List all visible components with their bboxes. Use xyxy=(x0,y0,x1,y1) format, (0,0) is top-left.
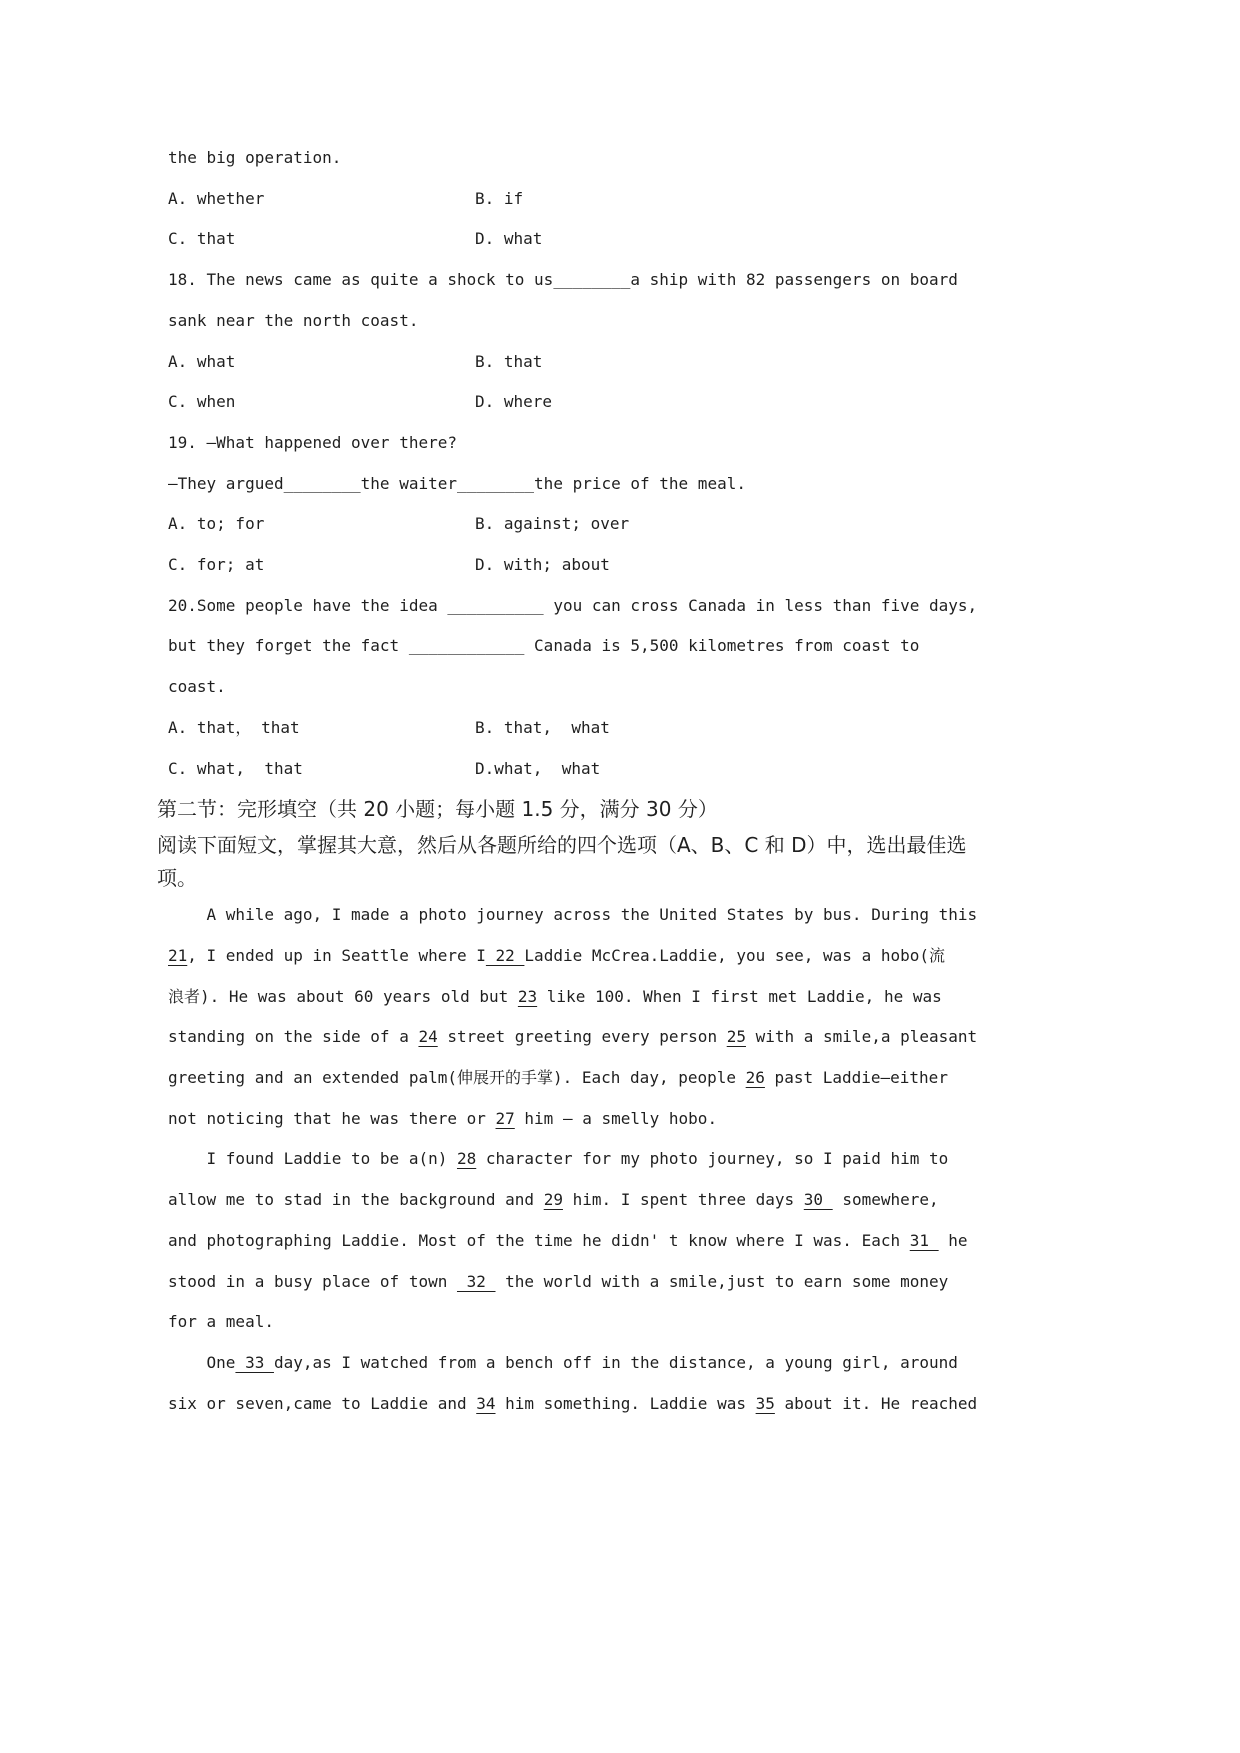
underlined-blank: 34 xyxy=(476,1393,496,1413)
underlined-blank: 32 xyxy=(456,1271,496,1291)
underlined-blank: 35 xyxy=(755,1393,775,1413)
text-line xyxy=(168,1262,1150,1303)
text-segment: and photographing Laddie. Most of the time he didn' t know where I was. Each xyxy=(168,1230,910,1250)
text-line xyxy=(168,895,1150,936)
text-line xyxy=(168,1221,1150,1262)
text-line xyxy=(168,545,1150,586)
text-segment: —They argued________the waiter________the price of the meal. xyxy=(168,473,746,493)
text-line xyxy=(168,1139,1150,1180)
underlined-blank: 22 xyxy=(485,945,525,965)
underlined-blank: 27 xyxy=(495,1108,515,1128)
text-line xyxy=(168,936,1150,977)
underlined-blank: 29 xyxy=(543,1190,563,1210)
text-line xyxy=(168,1343,1150,1384)
text-segment: stood in a busy place of town xyxy=(168,1271,457,1291)
underlined-blank: 33 xyxy=(235,1352,274,1372)
text-line xyxy=(168,586,1150,627)
text-segment: not noticing that he was there or xyxy=(168,1108,496,1128)
option-left: C. that xyxy=(168,229,236,249)
text-segment: street greeting every person xyxy=(437,1027,727,1047)
text-line xyxy=(168,423,1150,464)
text-line xyxy=(168,1180,1150,1221)
text-line xyxy=(168,1017,1150,1058)
text-line xyxy=(168,1058,1150,1099)
text-line xyxy=(168,708,1150,749)
text-segment: sank near the north coast. xyxy=(168,310,419,330)
option-right: B. that xyxy=(475,351,543,371)
option-right: D. where xyxy=(475,392,553,412)
underlined-blank: 30 xyxy=(803,1190,833,1210)
underlined-blank: 31 xyxy=(909,1230,939,1250)
text-segment: 阅读下面短文，掌握其大意，然后从各题所给的四个选项（A、B、C 和 D）中，选出最佳选 xyxy=(157,833,967,858)
text-segment: him. I spent three days xyxy=(562,1190,804,1210)
text-line xyxy=(168,977,1150,1018)
option-left: A. to; for xyxy=(168,514,265,534)
text-segment: the world with a smile,just to earn some money xyxy=(495,1271,949,1291)
text-line xyxy=(157,829,1150,862)
text-segment: with a smile,a pleasant xyxy=(745,1027,978,1047)
option-right: B. against; over xyxy=(475,514,630,534)
text-segment: standing on the side of a xyxy=(168,1027,419,1047)
text-segment: 20.Some people have the idea __________ you can cross Canada in less than five days, xyxy=(168,595,978,615)
text-segment: somewhere, xyxy=(832,1190,939,1210)
underlined-blank: 28 xyxy=(456,1149,477,1169)
text-segment: greeting and an extended palm(伸展开的手掌). Each day, people xyxy=(168,1068,746,1088)
text-line xyxy=(168,1384,1150,1425)
text-segment: Laddie McCrea.Laddie, you see, was a hobo(流 xyxy=(524,945,946,965)
option-left: C. for; at xyxy=(168,555,265,575)
text-line xyxy=(168,464,1150,505)
text-segment: day,as I watched from a bench off in the distance, a young girl, around xyxy=(273,1352,958,1372)
option-right: D.what, what xyxy=(475,758,601,778)
text-segment: like 100. When I first met Laddie, he was xyxy=(537,986,942,1006)
option-right: B. if xyxy=(475,188,524,208)
option-left: A. that， that xyxy=(168,717,300,737)
text-segment: for a meal. xyxy=(168,1312,274,1332)
text-segment: One xyxy=(168,1352,236,1372)
text-segment: 浪者). He was about 60 years old but xyxy=(168,986,518,1006)
option-right: D. with; about xyxy=(475,555,610,575)
text-line xyxy=(168,504,1150,545)
option-right: B. that, what xyxy=(475,717,610,737)
text-line xyxy=(168,1302,1150,1343)
text-segment: six or seven,came to Laddie and xyxy=(168,1393,477,1413)
text-line xyxy=(168,260,1150,301)
underlined-blank: 25 xyxy=(726,1027,746,1047)
text-line xyxy=(168,138,1150,179)
text-segment: the big operation. xyxy=(168,148,342,167)
text-segment: 项。 xyxy=(157,866,197,891)
text-line xyxy=(168,301,1150,342)
underlined-blank: 24 xyxy=(418,1027,438,1047)
text-segment: 18. The news came as quite a shock to us________a ship with 82 passengers on board xyxy=(168,270,958,290)
text-segment: about it. He reached xyxy=(774,1393,978,1413)
underlined-blank: 21 xyxy=(168,945,188,965)
text-segment: character for my photo journey, so I paid him to xyxy=(476,1149,949,1169)
option-right: D. what xyxy=(475,229,543,249)
text-segment: A while ago, I made a photo journey across the United States by bus. During this xyxy=(168,905,978,925)
option-left: C. when xyxy=(168,392,236,412)
option-left: A. what xyxy=(168,351,236,371)
text-line xyxy=(168,219,1150,260)
text-line xyxy=(157,862,1150,895)
text-segment: him something. Laddie was xyxy=(495,1393,756,1413)
text-segment: but they forget the fact ____________ Canada is 5,500 kilometres from coast to xyxy=(168,636,920,656)
text-line xyxy=(168,179,1150,220)
text-segment: he xyxy=(938,1230,968,1250)
text-segment: allow me to stad in the background and xyxy=(168,1190,544,1210)
underlined-blank: 23 xyxy=(517,986,538,1006)
text-segment: him — a smelly hobo. xyxy=(514,1108,718,1128)
option-left: C. what, that xyxy=(168,758,303,778)
text-line xyxy=(168,667,1150,708)
text-line xyxy=(168,382,1150,423)
text-segment: coast. xyxy=(168,677,226,697)
text-line xyxy=(168,749,1150,790)
text-segment: , I ended up in Seattle where I xyxy=(187,945,486,965)
underlined-blank: 26 xyxy=(745,1068,765,1088)
text-segment: I found Laddie to be a(n) xyxy=(168,1149,457,1169)
text-line xyxy=(168,342,1150,383)
option-left: A. whether xyxy=(168,188,265,208)
text-segment: 第二节：完形填空（共 20 小题；每小题 1.5 分，满分 30 分） xyxy=(157,797,718,822)
text-line xyxy=(168,1099,1150,1140)
text-line xyxy=(168,626,1150,667)
text-segment: 19. —What happened over there? xyxy=(168,432,457,452)
text-line xyxy=(157,789,1150,829)
text-segment: past Laddie—either xyxy=(764,1068,948,1088)
